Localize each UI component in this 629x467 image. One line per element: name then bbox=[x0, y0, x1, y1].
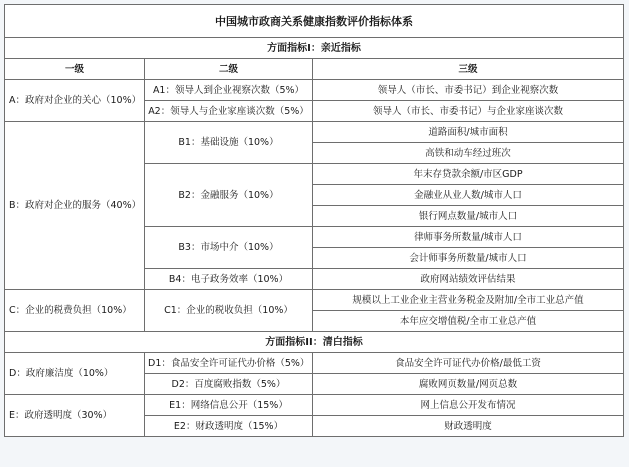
section-header-closeness: 方面指标I：亲近指标 bbox=[5, 38, 624, 59]
indicator-table bbox=[4, 4, 624, 437]
level2-cell-E1: E1：网络信息公开（15%） bbox=[145, 395, 313, 416]
level1-cell-D: D：政府廉洁度（10%） bbox=[5, 353, 145, 395]
level2-cell-D1: D1：食品安全许可证代办价格（5%） bbox=[145, 353, 313, 374]
level3-cell: 会计师事务所数量/城市人口 bbox=[313, 248, 624, 269]
level3-cell: 财政透明度 bbox=[313, 416, 624, 437]
level3-cell: 领导人（市长、市委书记）与企业家座谈次数 bbox=[313, 101, 624, 122]
level3-cell: 规模以上工业企业主营业务税金及附加/全市工业总产值 bbox=[313, 290, 624, 311]
level2-cell-B3: B3：市场中介（10%） bbox=[145, 227, 313, 269]
level2-cell-A1: A1：领导人到企业视察次数（5%） bbox=[145, 80, 313, 101]
level3-cell: 道路面积/城市面积 bbox=[313, 122, 624, 143]
level3-cell: 领导人（市长、市委书记）到企业视察次数 bbox=[313, 80, 624, 101]
table-title: 中国城市政商关系健康指数评价指标体系 bbox=[5, 5, 624, 38]
level3-cell: 高铁和动车经过班次 bbox=[313, 143, 624, 164]
level2-cell-C1: C1：企业的税收负担（10%） bbox=[145, 290, 313, 332]
level3-cell: 政府网站绩效评估结果 bbox=[313, 269, 624, 290]
level3-cell: 腐败网页数量/网页总数 bbox=[313, 374, 624, 395]
level1-cell-C: C：企业的税费负担（10%） bbox=[5, 290, 145, 332]
level1-cell-A: A：政府对企业的关心（10%） bbox=[5, 80, 145, 122]
level3-cell: 律师事务所数量/城市人口 bbox=[313, 227, 624, 248]
level1-cell-E: E：政府透明度（30%） bbox=[5, 395, 145, 437]
section-header-integrity: 方面指标II：清白指标 bbox=[5, 332, 624, 353]
level1-cell-B: B：政府对企业的服务（40%） bbox=[5, 122, 145, 290]
level3-cell: 年末存贷款余额/市区GDP bbox=[313, 164, 624, 185]
level2-cell-B2: B2：金融服务（10%） bbox=[145, 164, 313, 227]
level2-cell-E2: E2：财政透明度（15%） bbox=[145, 416, 313, 437]
level3-cell: 金融业从业人数/城市人口 bbox=[313, 185, 624, 206]
level2-cell-D2: D2：百度腐败指数（5%） bbox=[145, 374, 313, 395]
level3-cell: 网上信息公开发布情况 bbox=[313, 395, 624, 416]
level3-cell: 本年应交增值税/全市工业总产值 bbox=[313, 311, 624, 332]
level2-cell-B1: B1：基础设施（10%） bbox=[145, 122, 313, 164]
column-header-level1: 一级 bbox=[5, 59, 145, 80]
level2-cell-A2: A2：领导人与企业家座谈次数（5%） bbox=[145, 101, 313, 122]
level2-cell-B4: B4：电子政务效率（10%） bbox=[145, 269, 313, 290]
level3-cell: 银行网点数量/城市人口 bbox=[313, 206, 624, 227]
column-header-level3: 三级 bbox=[313, 59, 624, 80]
level3-cell: 食品安全许可证代办价格/最低工资 bbox=[313, 353, 624, 374]
column-header-level2: 二级 bbox=[145, 59, 313, 80]
